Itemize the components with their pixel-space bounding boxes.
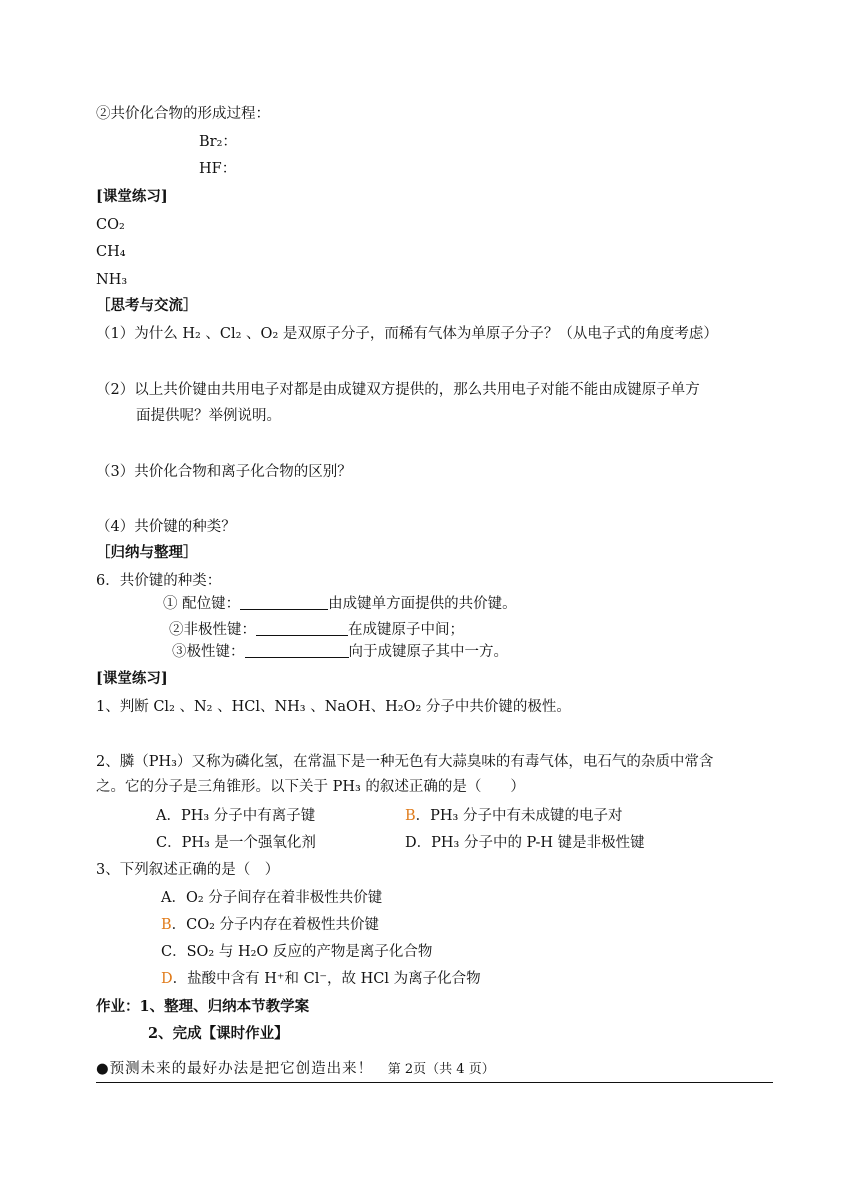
polar-bond-label: ③极性键： <box>172 644 245 660</box>
practice2-title: [课堂练习] <box>96 670 168 687</box>
q3-option-d-text: ．盐酸中含有 H⁺和 Cl⁻，故 HCl 为离子化合物 <box>172 971 481 987</box>
br2-label: Br₂： <box>199 134 237 150</box>
homework-line2: 2、完成【课时作业】 <box>148 1025 289 1042</box>
q3-option-b <box>161 915 379 935</box>
co2-label: CO₂ <box>96 217 125 233</box>
polar-bond-line <box>172 642 508 662</box>
q2-option-c: C．PH₃ 是一个强氧化剂 <box>156 835 316 851</box>
q3-option-a: A．O₂ 分子间存在着非极性共价键 <box>161 890 383 906</box>
hf-label: HF： <box>199 161 237 177</box>
practice2-q2-line2: 之。它的分子是三角锥形。以下关于 PH₃ 的叙述正确的是（ ） <box>96 779 525 795</box>
practice2-q2-line1: 2、膦（PH₃）又称为磷化氢，在常温下是一种无色有大蒜臭味的有毒气体，电石气的杂质中常含 <box>96 754 714 770</box>
page-footer <box>96 1059 495 1080</box>
polar-bond-text: 向于成键原子其中一方。 <box>348 644 508 660</box>
q2-option-b-text: ．PH₃ 分子中有未成键的电子对 <box>415 808 623 824</box>
practice2-q3: 3、下列叙述正确的是（ ） <box>96 862 280 878</box>
think-q2-line2: 面提供呢？举例说明。 <box>136 408 281 424</box>
q2-option-b <box>405 806 622 826</box>
q2-option-a: A．PH₃ 分子中有离子键 <box>156 808 316 824</box>
q2-option-b-letter: B <box>405 808 416 824</box>
nonpolar-bond-text: 在成键原子中间； <box>348 622 464 638</box>
think-q4: （4）共价键的种类？ <box>96 519 236 535</box>
ch4-label: CH₄ <box>96 244 126 260</box>
q3-option-d-letter: D <box>161 971 173 987</box>
coordinate-bond-blank <box>240 595 328 610</box>
think-q3: （3）共价化合物和离子化合物的区别？ <box>96 464 352 480</box>
footer-rule <box>96 1082 773 1083</box>
q3-option-b-text: ．CO₂ 分子内存在着极性共价键 <box>171 917 380 933</box>
coordinate-bond-line <box>163 594 517 614</box>
footer-page-number: 第 2页（共 4 页） <box>387 1062 495 1077</box>
practice-title: [课堂练习] <box>96 188 168 205</box>
q2-option-d: D．PH₃ 分子中的 P-H 键是非极性键 <box>405 835 645 851</box>
think-q2-line1: （2）以上共价键由共用电子对都是由成键双方提供的，那么共用电子对能不能由成键原子单方 <box>96 382 700 398</box>
q3-option-c: C．SO₂ 与 H₂O 反应的产物是离子化合物 <box>161 944 433 960</box>
practice2-q1: 1、判断 Cl₂ 、N₂ 、HCl、NH₃ 、NaOH、H₂O₂ 分子中共价键的极性。 <box>96 699 571 715</box>
polar-bond-blank <box>245 643 349 658</box>
homework-line1: 作业：1、整理、归纳本节教学案 <box>96 998 310 1015</box>
think-title: ［思考与交流］ <box>96 297 198 314</box>
footer-motto: ●预测未来的最好办法是把它创造出来！ <box>96 1061 374 1077</box>
bond-types-heading: 6．共价键的种类： <box>96 573 222 589</box>
coordinate-bond-label: ① 配位键： <box>163 596 241 612</box>
nonpolar-bond-line <box>169 620 464 640</box>
formation-heading: ②共价化合物的形成过程： <box>96 106 270 122</box>
nonpolar-bond-blank <box>256 621 348 636</box>
coordinate-bond-text: 由成键单方面提供的共价键。 <box>328 596 517 612</box>
q3-option-d <box>161 969 481 989</box>
think-q1: （1）为什么 H₂ 、Cl₂ 、O₂ 是双原子分子，而稀有气体为单原子分子？（从电子式的角度考虑） <box>96 326 718 342</box>
nh3-label: NH₃ <box>96 272 128 288</box>
nonpolar-bond-label: ②非极性键： <box>169 622 256 638</box>
summary-title: ［归纳与整理］ <box>96 544 198 561</box>
q3-option-b-letter: B <box>161 917 172 933</box>
